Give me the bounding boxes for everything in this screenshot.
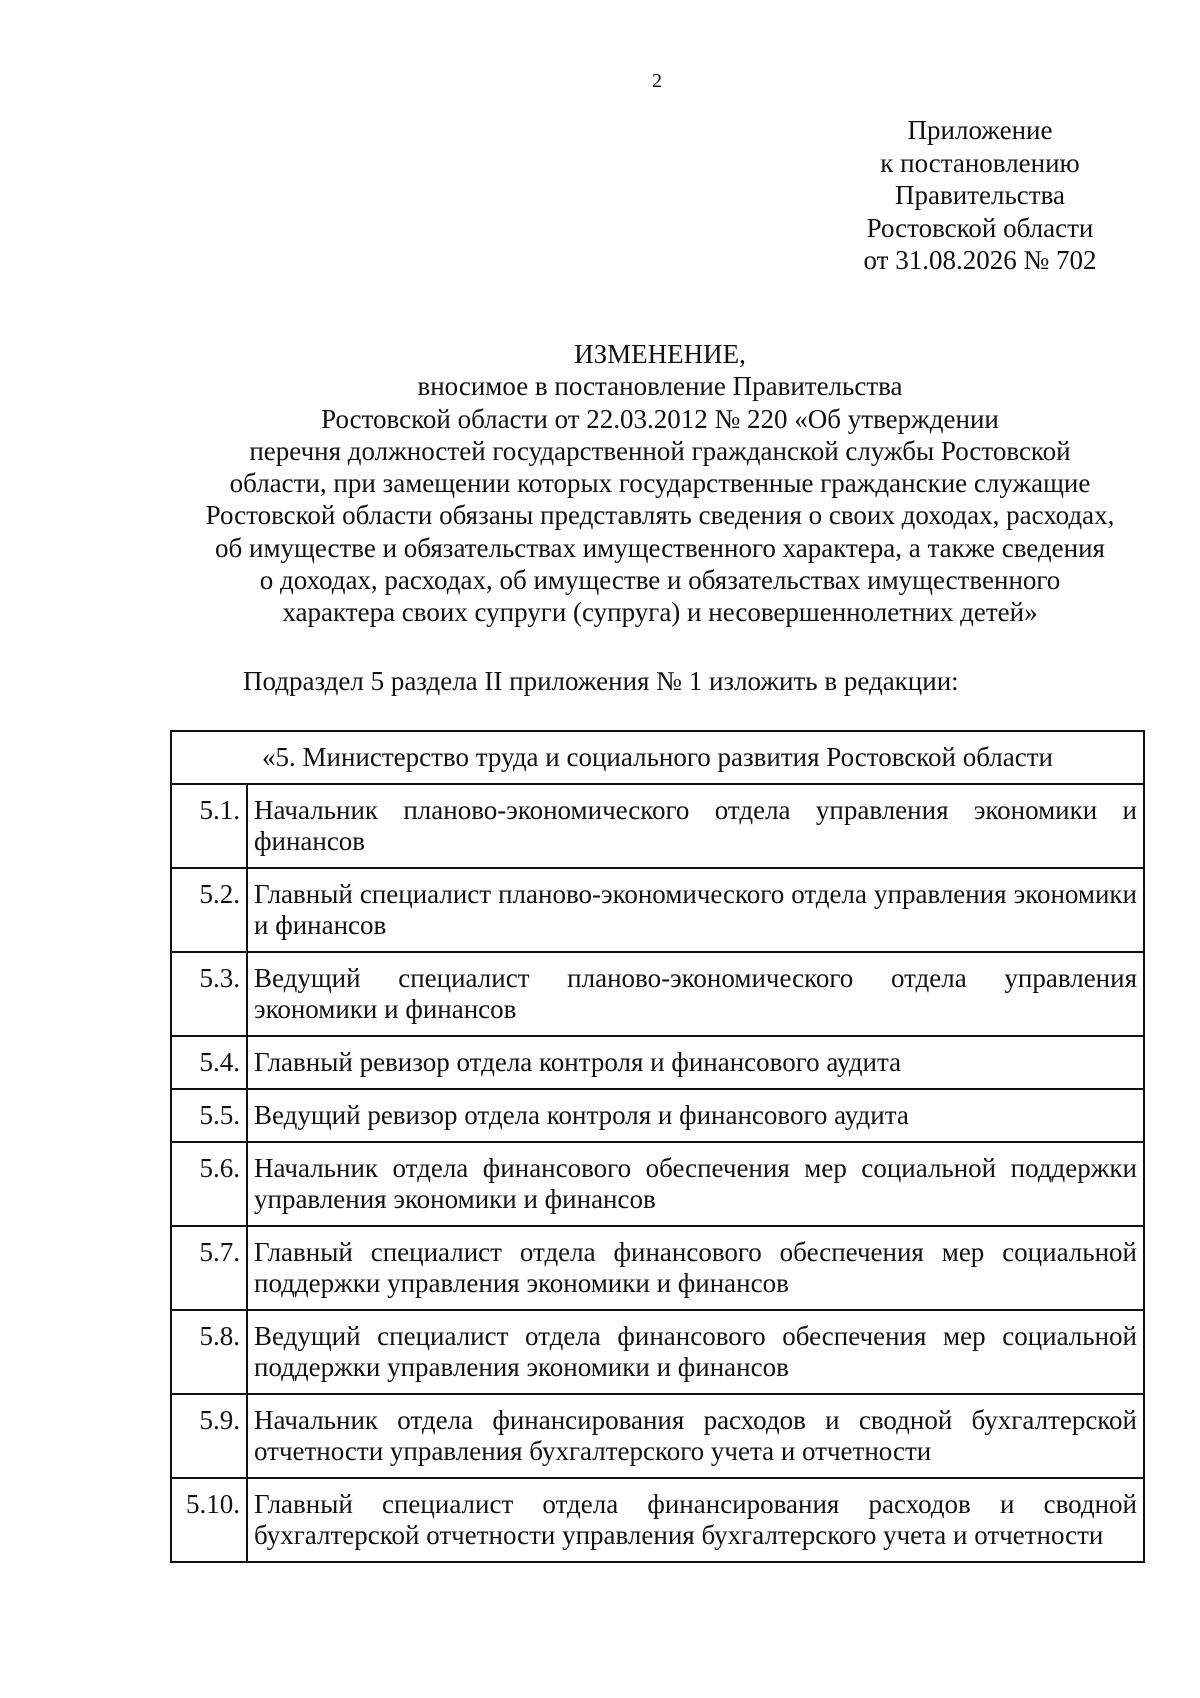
position-title: Главный ревизор отдела контроля и финансового аудита [247, 1036, 1144, 1089]
position-title: Главный специалист планово-экономического отдела управления экономики и финансов [247, 868, 1144, 952]
position-title: Ведущий специалист отдела финансового обеспечения мер социальной поддержки управления экономики и финансов [247, 1310, 1144, 1394]
position-title: Главный специалист отдела финансового обеспечения мер социальной поддержки управления экономики и финансов [247, 1226, 1144, 1310]
position-title: Начальник планово-экономического отдела управления экономики и финансов [247, 784, 1144, 868]
position-title: Главный специалист отдела финансирования расходов и сводной бухгалтерской отчетности управления бухгалтерского учета и отчетности [247, 1478, 1144, 1562]
table-row [171, 952, 1144, 1036]
positions-table [170, 730, 1145, 1563]
title-line: Ростовской области от 22.03.2012 № 220 «Об утверждении [321, 403, 999, 434]
title-line: об имуществе и обязательствах имущественного характера, а также сведения [215, 532, 1105, 563]
row-number: 5.6. [171, 1142, 247, 1226]
ministry-header: «5. Министерство труда и социального развития Ростовской области [171, 731, 1144, 784]
title-line: области, при замещении которых государственные гражданские служащие [229, 468, 1091, 499]
row-number: 5.10. [171, 1478, 247, 1562]
row-number: 5.8. [171, 1310, 247, 1394]
appendix-line: от 31.08.2026 № 702 [863, 245, 1097, 275]
table-row [171, 1089, 1144, 1142]
table-row [171, 1142, 1144, 1226]
position-title: Начальник отдела финансового обеспечения мер социальной поддержки управления экономики и финансов [247, 1142, 1144, 1226]
position-title: Ведущий ревизор отдела контроля и финансового аудита [247, 1089, 1144, 1142]
appendix-line: Ростовской области [866, 212, 1094, 243]
title-line: вносимое в постановление Правительства [417, 371, 903, 402]
row-number: 5.4. [171, 1036, 247, 1089]
appendix-line: Приложение [907, 115, 1053, 145]
appendix-line: Правительства [895, 180, 1065, 210]
document-title [130, 338, 1190, 629]
appendix-line: к постановлению [880, 147, 1080, 178]
title-line: Ростовской области обязаны представлять сведения о своих доходах, расходах, [205, 500, 1115, 531]
table-row [171, 1478, 1144, 1562]
position-title: Ведущий специалист планово-экономического отдела управления экономики и финансов [247, 952, 1144, 1036]
row-number: 5.2. [171, 868, 247, 952]
table-row [171, 868, 1144, 952]
table-row [171, 784, 1144, 868]
row-number: 5.5. [171, 1089, 247, 1142]
title-line: о доходах, расходах, об имуществе и обязательствах имущественного [259, 565, 1061, 596]
intro-paragraph: Подраздел 5 раздела II приложения № 1 изложить в редакции: [243, 666, 959, 696]
title-line: характера своих супруги (супруга) и несовершеннолетних детей» [282, 597, 1038, 628]
appendix-block [820, 114, 1140, 277]
table-header-row [171, 731, 1144, 784]
row-number: 5.7. [171, 1226, 247, 1310]
table-row [171, 1226, 1144, 1310]
row-number: 5.1. [171, 784, 247, 868]
row-number: 5.9. [171, 1394, 247, 1478]
table-row [171, 1036, 1144, 1089]
row-number: 5.3. [171, 952, 247, 1036]
page-number: 2 [652, 70, 662, 92]
title-heading: ИЗМЕНЕНИЕ, [574, 339, 746, 369]
table-row [171, 1310, 1144, 1394]
table-row [171, 1394, 1144, 1478]
title-line: перечня должностей государственной гражданской службы Ростовской [249, 435, 1071, 466]
position-title: Начальник отдела финансирования расходов и сводной бухгалтерской отчетности управления бухгалтерского учета и отчетности [247, 1394, 1144, 1478]
